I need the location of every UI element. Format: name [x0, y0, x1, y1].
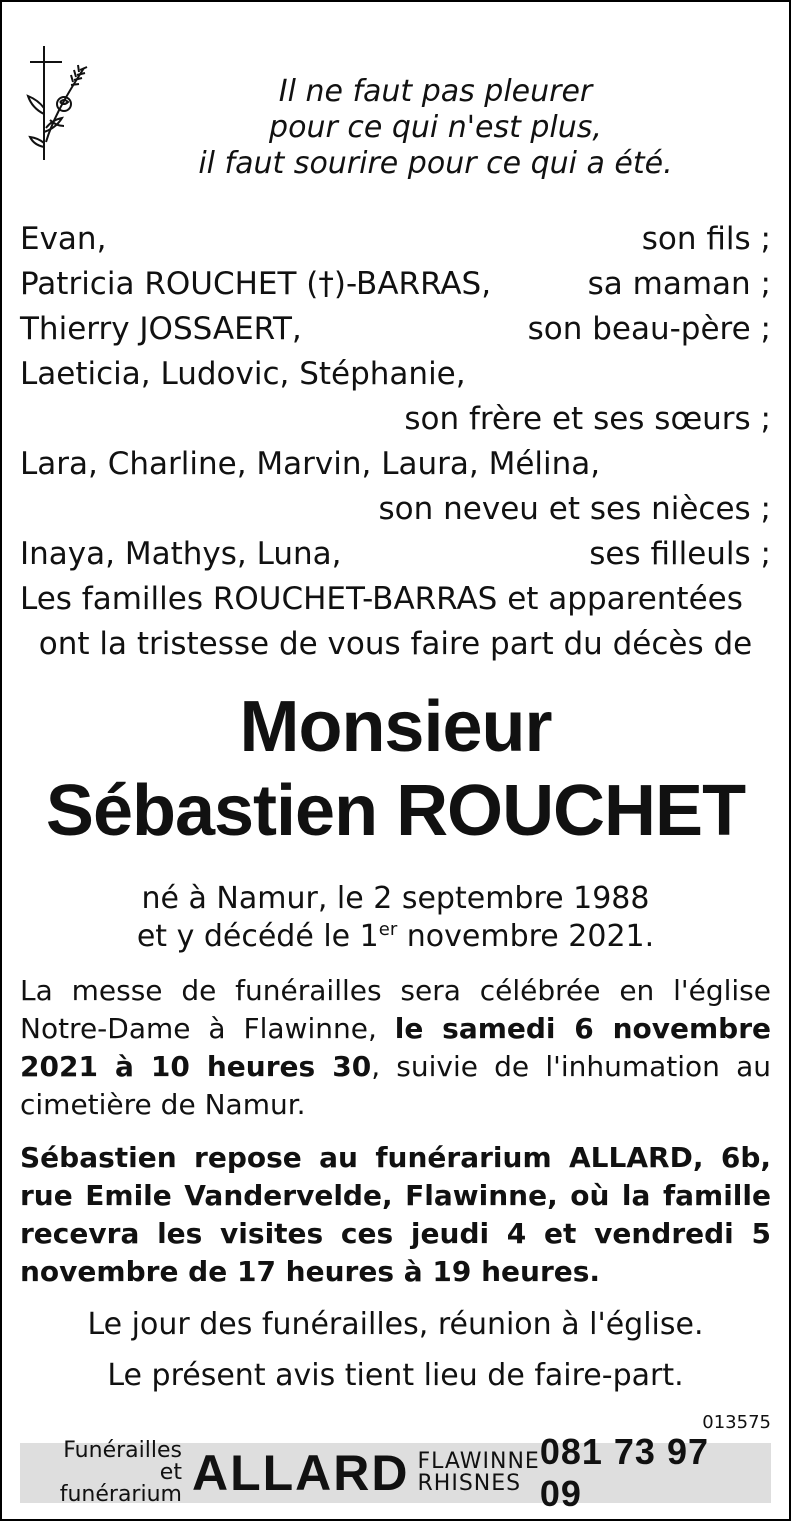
visitation-paragraph: Sébastien repose au funérarium ALLARD, 6b, rue Emile Vandervelde, Flawinne, où la famille recevra les visites ces jeudi 4 et vendredi 5 novembre de 17 heures à 19 heures. [20, 1141, 771, 1288]
banner-phone: 081 73 97 09 [539, 1431, 709, 1514]
quote-line: Il ne faut pas pleurer [278, 74, 593, 109]
families-text: Les familles ROUCHET-BARRAS et apparentées [20, 581, 743, 617]
reference-number: 013575 [702, 1412, 771, 1433]
deceased-name-block [2, 685, 789, 853]
family-relation: son neveu et ses nièces ; [378, 491, 771, 527]
family-names: Patricia ROUCHET (†)-BARRAS, [20, 266, 492, 302]
family-relation: son fils ; [641, 221, 771, 257]
banner-service [34, 1440, 182, 1506]
family-row [20, 532, 771, 577]
quote-line: il faut sourire pour ce qui a été. [198, 146, 673, 181]
ordinal-suffix: er [378, 919, 398, 940]
ceremony-text: La messe de funérailles sera célébrée en l'église Notre-Dame à Flawinne, [20, 974, 771, 1045]
family-relation: son frère et ses sœurs ; [404, 401, 771, 437]
announcement: ont la tristesse de vous faire part du décès de [38, 626, 753, 662]
family-names: Evan, [20, 221, 107, 257]
banner-places [418, 1451, 540, 1495]
death-line [2, 918, 789, 956]
family-names: Thierry JOSSAERT, [20, 311, 302, 347]
family-relation: son beau-père ; [527, 311, 771, 347]
deceased-name: Sébastien ROUCHET [45, 771, 746, 851]
ceremony-text-end: , suivie de l'inhumation au cimetière de Namur. [20, 1050, 771, 1121]
banner-place: RHISNES [417, 1471, 522, 1496]
family-row [20, 217, 771, 262]
birth-death-dates [2, 880, 789, 956]
deceased-title: Monsieur [239, 687, 552, 767]
family-names: Lara, Charline, Marvin, Laura, Mélina, [20, 446, 601, 482]
meeting-line: Le jour des funérailles, réunion à l'église. [87, 1307, 704, 1342]
family-row [20, 487, 771, 532]
family-row [20, 442, 771, 487]
funeral-home-banner [20, 1431, 771, 1514]
family-row [20, 397, 771, 442]
family-relation: ses filleuls ; [589, 536, 771, 572]
quote-line: pour ce qui n'est plus, [269, 110, 602, 145]
banner-service-line1: Funérailles [63, 1438, 182, 1463]
family-row [20, 262, 771, 307]
family-names: Laeticia, Ludovic, Stéphanie, [20, 356, 466, 392]
cross-with-rose-icon [22, 42, 92, 164]
ceremony-date: le samedi 6 novembre 2021 à 10 heures 30 [20, 1012, 771, 1083]
opening-quote [92, 74, 779, 182]
banner-place: FLAWINNE [417, 1449, 540, 1474]
birth-line: né à Namur, le 2 septembre 1988 [141, 881, 650, 916]
family-list [20, 217, 771, 667]
death-line-start: et y décédé le 1 [136, 919, 379, 954]
death-line-end: novembre 2021. [397, 919, 655, 954]
family-row [20, 307, 771, 352]
family-row [20, 352, 771, 397]
families-line [20, 577, 771, 622]
banner-brand: ALLARD [191, 1445, 410, 1501]
banner-service-line2: et funérarium [59, 1460, 182, 1507]
family-relation: sa maman ; [587, 266, 771, 302]
ceremony-paragraph [20, 972, 771, 1124]
notice-line: Le présent avis tient lieu de faire-part. [107, 1358, 684, 1393]
family-names: Inaya, Mathys, Luna, [20, 536, 342, 572]
